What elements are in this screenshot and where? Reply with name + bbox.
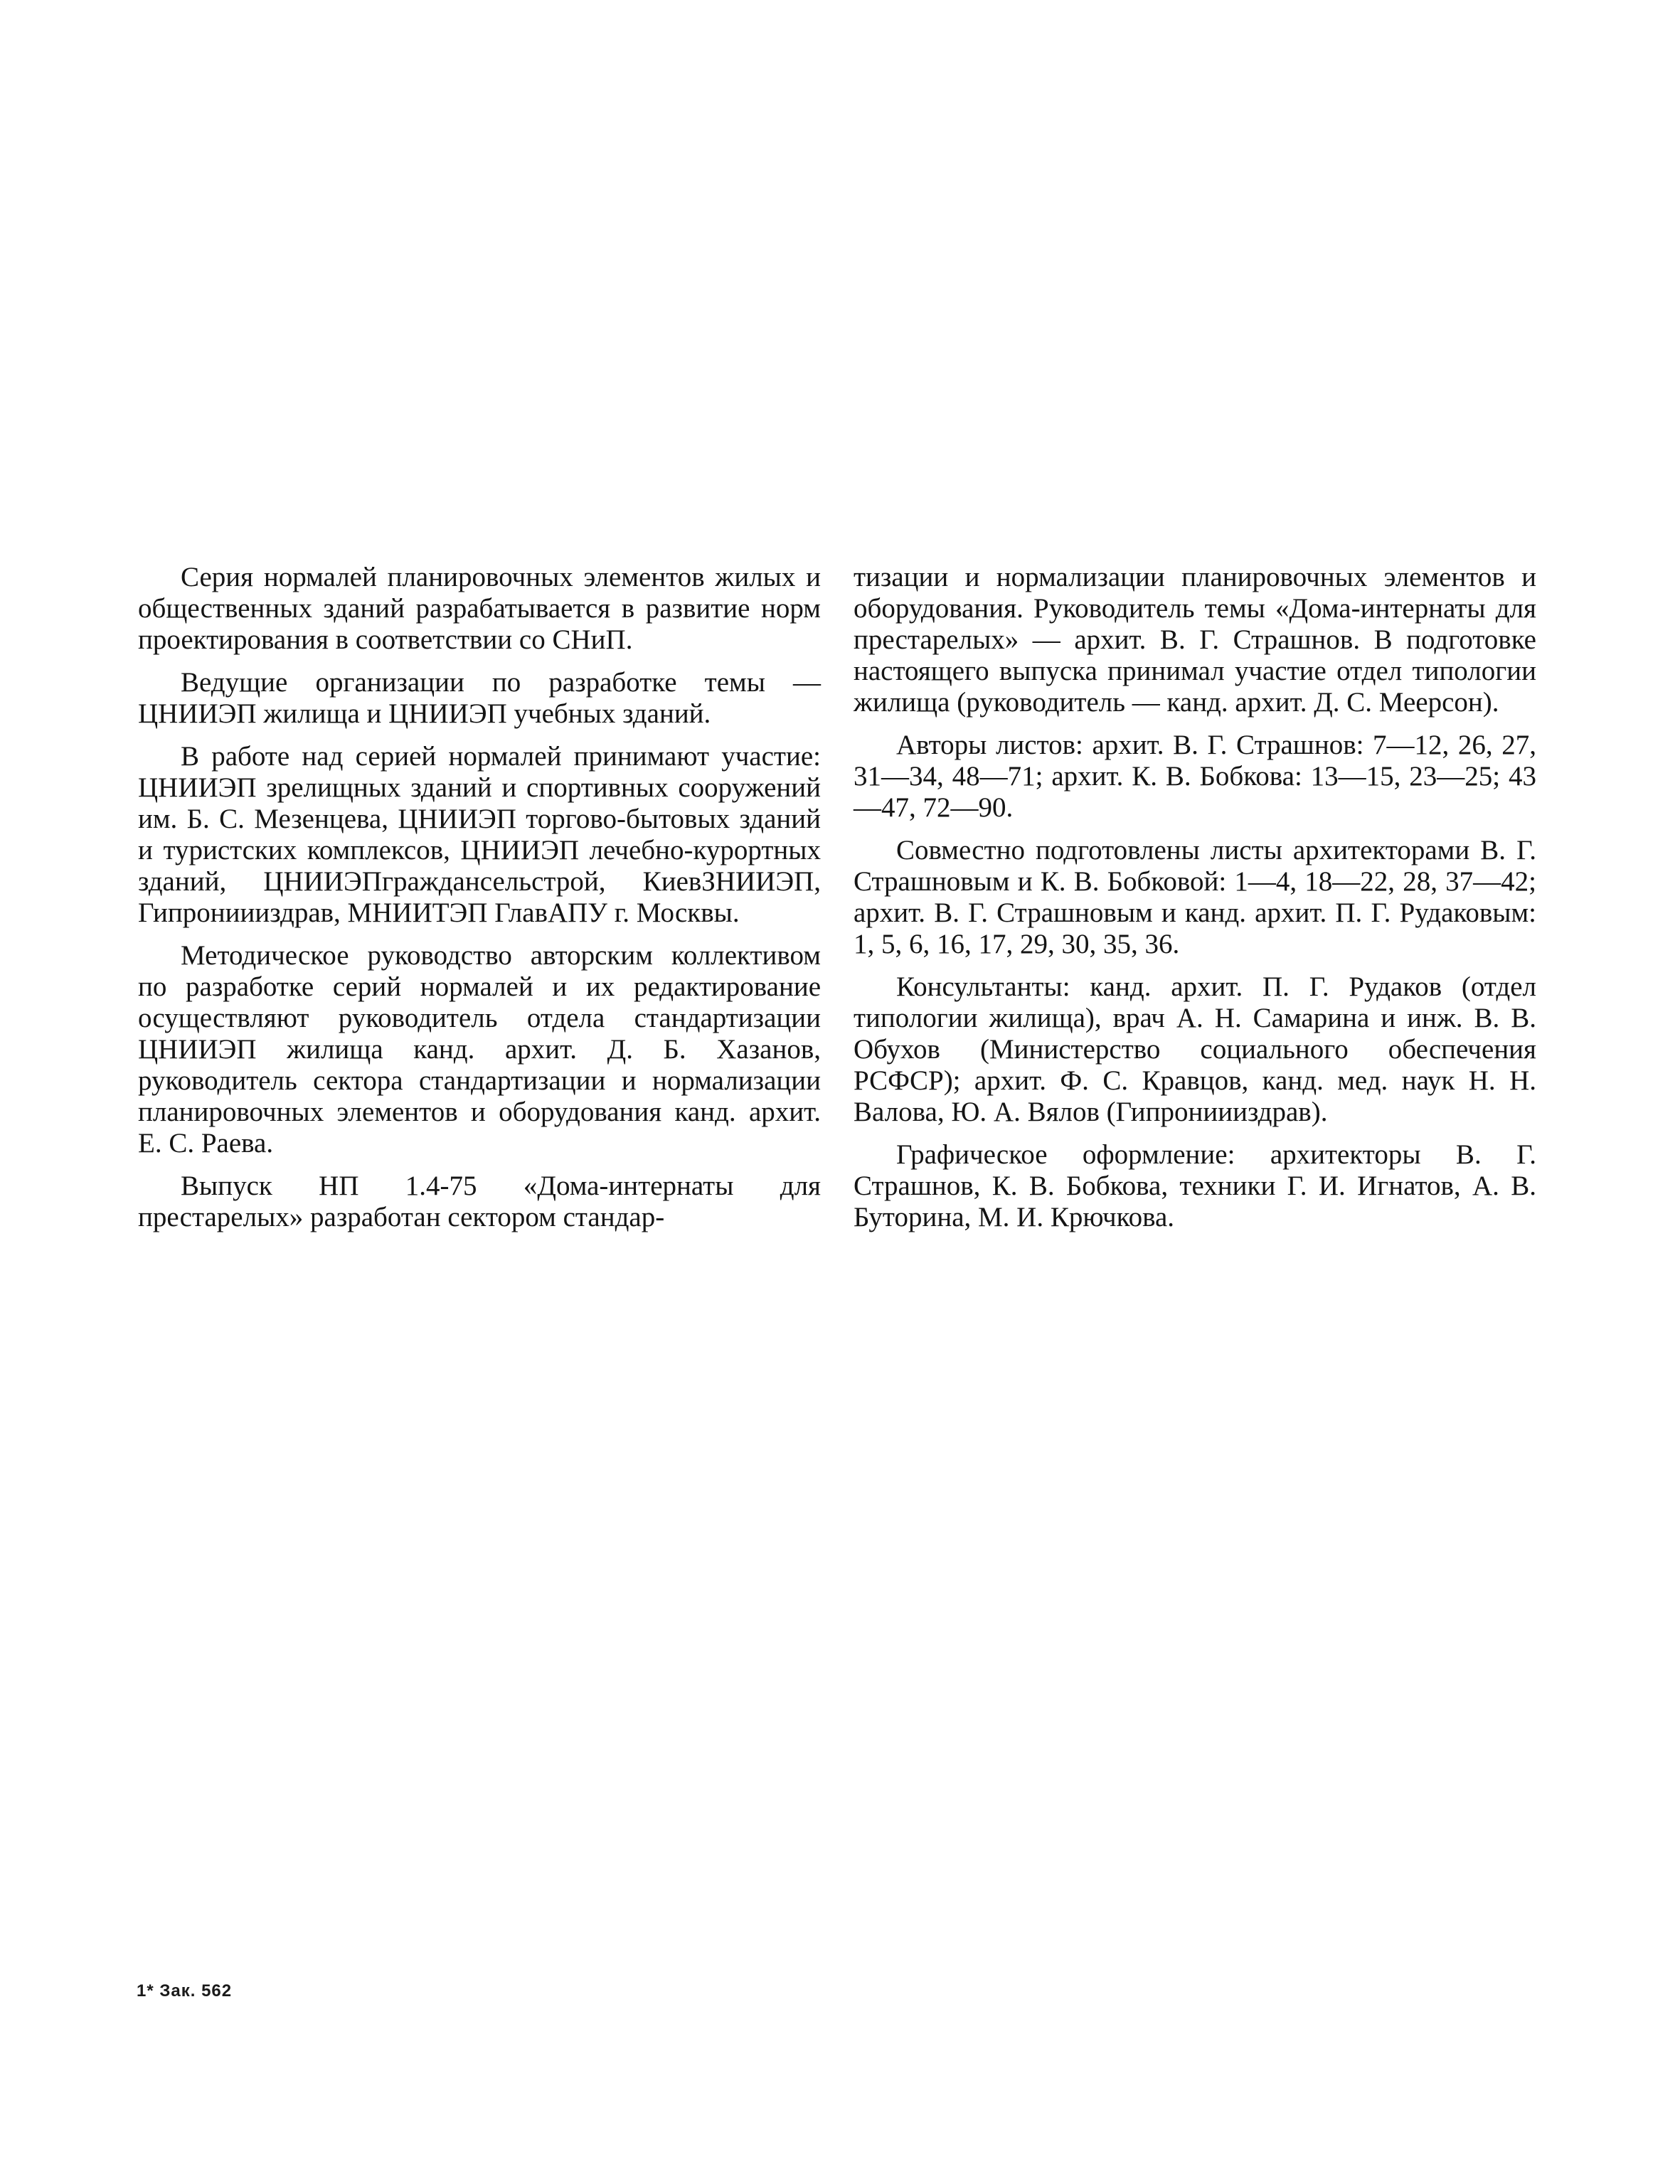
paragraph-sheet-authors: Авторы листов: архит. В. Г. Страшнов: 7—12, 26, 27, 31—34, 48—71; архит. К. В. Бобкова: 13—15, 23—25; 43—47, 72—90. [854,730,1536,823]
paragraph-jointly-prepared: Совместно подготовлены листы архитекторами В. Г. Страшновым и К. В. Бобковой: 1—4, 18—22, 28, 37—42; архит. В. Г. Страшновым и канд. архит. П. Г. Рудаковым: 1, 5, 6, 16, 17, 29, 30, 35, 36. [854,835,1536,959]
right-text-column [854,562,1536,1245]
paragraph-methodical-guidance: Методическое руководство авторским коллективом по разработке серий нормалей и их редактирование осуществляют руководитель отдела стандартизации ЦНИИЭП жилища канд. архит. Д. Б. Хазанов, руководитель сектора стандартизации и нормализации планировочных элементов и оборудования канд. архит. Е. С. Раева. [138,940,821,1158]
order-number-footer: 1* Зак. 562 [137,1981,233,2001]
paragraph-issue-continued: тизации и нормализации планировочных элементов и оборудования. Руководитель темы «Дома-интернаты для престарелых» — архит. В. Г. Страшнов. В подготовке настоящего выпуска принимал участие отдел типологии жилища (руководитель — канд. архит. Д. С. Меерсон). [854,562,1536,718]
paragraph-consultants: Консультанты: канд. архит. П. Г. Рудаков (отдел типологии жилища), врач А. Н. Самарина и инж. В. В. Обухов (Министерство социального обеспечения РСФСР); архит. Ф. С. Кравцов, канд. мед. наук Н. Н. Валова, Ю. А. Вялов (Гипрониииздрав). [854,971,1536,1127]
left-text-column [138,562,821,1245]
paragraph-graphic-design: Графическое оформление: архитекторы В. Г. Страшнов, К. В. Бобкова, техники Г. И. Игнатов, А. В. Буторина, М. И. Крючкова. [854,1139,1536,1232]
paragraph-issue-developed: Выпуск НП 1.4-75 «Дома-интернаты для престарелых» разработан сектором стандар- [138,1171,821,1232]
paragraph-participants: В работе над серией нормалей принимают участие: ЦНИИЭП зрелищных зданий и спортивных сооружений им. Б. С. Мезенцева, ЦНИИЭП торгово-бытовых зданий и туристских комплексов, ЦНИИЭП лечебно-курортных зданий, ЦНИИЭПграждансельстрой, КиевЗНИИЭП, Гипрониииздрав, МНИИТЭП ГлавАПУ г. Москвы. [138,741,821,928]
paragraph-leading-organizations: Ведущие организации по разработке темы — ЦНИИЭП жилища и ЦНИИЭП учебных зданий. [138,667,821,729]
paragraph-series-intro: Серия нормалей планировочных элементов жилых и общественных зданий разрабатывается в развитие норм проектирования в соответствии со СНиП. [138,562,821,655]
